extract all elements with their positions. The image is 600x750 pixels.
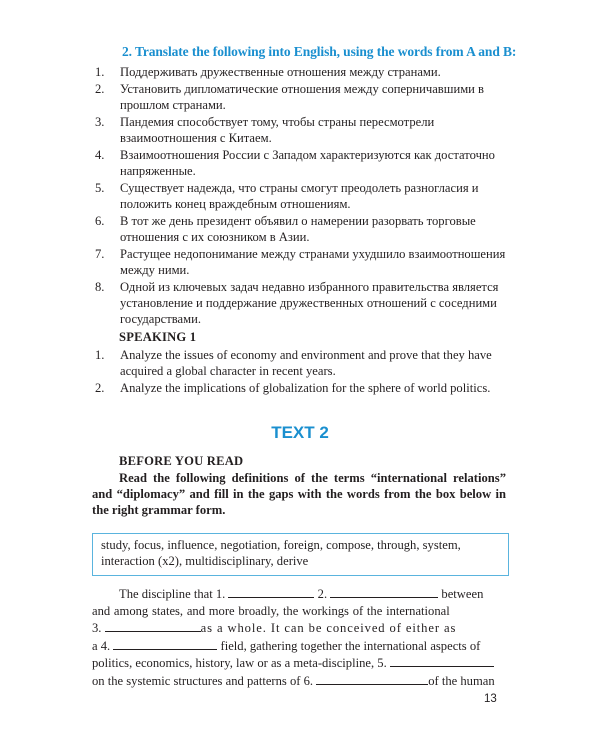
item-text: В тот же день президент объявил о намерении разорвать торговые отношения с их союзником в Азии. xyxy=(120,214,476,244)
page-number: 13 xyxy=(484,693,497,705)
item-number: 6. xyxy=(95,214,105,228)
text-segment: field, gathering together the international aspects of xyxy=(220,638,481,653)
exercise-2-list xyxy=(90,64,510,328)
item-text: Analyze the issues of economy and environment and prove that they have acquired a global character in recent years. xyxy=(120,348,492,378)
list-item xyxy=(90,213,510,245)
text-2-title: TEXT 2 xyxy=(271,423,329,442)
gap-1 xyxy=(228,585,314,598)
instruction-text: Read the following definitions of the terms “international relations” and “diplomacy” and fill in the gaps with the words from the box below in the right grammar form. xyxy=(92,471,506,517)
list-item xyxy=(90,347,510,379)
item-text: Существует надежда, что страны смогут преодолеть разногласия и положить конец враждебным отношениям. xyxy=(120,181,479,211)
gap-fill-paragraph xyxy=(92,585,506,689)
item-number: 1. xyxy=(95,65,105,79)
text-segment: politics, economics, history, law or as a meta-discipline, 5. xyxy=(92,656,387,670)
item-number: 2. xyxy=(95,82,105,96)
text-segment: 3. xyxy=(92,621,102,635)
list-item xyxy=(90,64,510,80)
list-item xyxy=(90,114,510,146)
item-text: Пандемия способствует тому, чтобы страны пересмотрели взаимоотношения с Китаем. xyxy=(120,115,435,145)
word-box: study, focus, influence, negotiation, foreign, compose, through, system, interaction (x2), multidisciplinary, derive xyxy=(92,533,509,576)
text-segment: as a whole. It can be conceived of either as xyxy=(200,621,457,635)
speaking-list xyxy=(90,347,510,397)
item-number: 1. xyxy=(95,348,105,362)
item-number: 2. xyxy=(95,381,105,395)
paragraph-line xyxy=(92,585,506,603)
item-text: Analyze the implications of globalization for the sphere of world politics. xyxy=(120,381,491,395)
item-number: 4. xyxy=(95,148,105,162)
text-segment: The discipline that 1. xyxy=(119,587,226,601)
exercise-2-heading: 2. Translate the following into English, using the words from A and B: xyxy=(122,44,517,59)
paragraph-line xyxy=(92,619,506,637)
speaking-heading: SPEAKING 1 xyxy=(119,330,197,344)
text-segment: 2. xyxy=(317,587,328,601)
list-item xyxy=(90,279,510,327)
item-text: Одной из ключевых задач недавно избранного правительства является установление и поддержание дружественных отношений с соседними государствами. xyxy=(120,280,499,326)
gap-4 xyxy=(113,637,217,650)
text-segment: on the systemic structures and patterns of 6. xyxy=(92,673,314,688)
item-text: Поддерживать дружественные отношения между странами. xyxy=(120,65,441,79)
paragraph-line xyxy=(92,672,506,690)
text-segment: of the human xyxy=(428,673,495,688)
text-segment: between xyxy=(441,587,484,601)
paragraph-line xyxy=(92,654,506,672)
item-text: Установить дипломатические отношения между соперничавшими в прошлом странами. xyxy=(120,82,484,112)
list-item xyxy=(90,246,510,278)
item-number: 8. xyxy=(95,280,105,294)
item-text: Растущее недопонимание между странами ухудшило взаимоотношения между ними. xyxy=(120,247,506,277)
text-segment: a 4. xyxy=(92,638,111,653)
item-number: 3. xyxy=(95,115,105,129)
gap-6 xyxy=(316,672,428,685)
item-number: 7. xyxy=(95,247,105,261)
gap-3 xyxy=(105,619,201,632)
gap-2 xyxy=(330,585,438,598)
list-item xyxy=(90,81,510,113)
item-number: 5. xyxy=(95,181,105,195)
before-you-read-heading: BEFORE YOU READ xyxy=(119,454,244,468)
paragraph-line xyxy=(92,637,506,655)
list-item xyxy=(90,380,510,396)
list-item xyxy=(90,180,510,212)
item-text: Взаимоотношения России с Западом характеризуются как достаточно напряженные. xyxy=(120,148,495,178)
list-item xyxy=(90,147,510,179)
paragraph-line: and among states, and more broadly, the workings of the international xyxy=(92,603,450,618)
gap-5 xyxy=(390,654,494,667)
